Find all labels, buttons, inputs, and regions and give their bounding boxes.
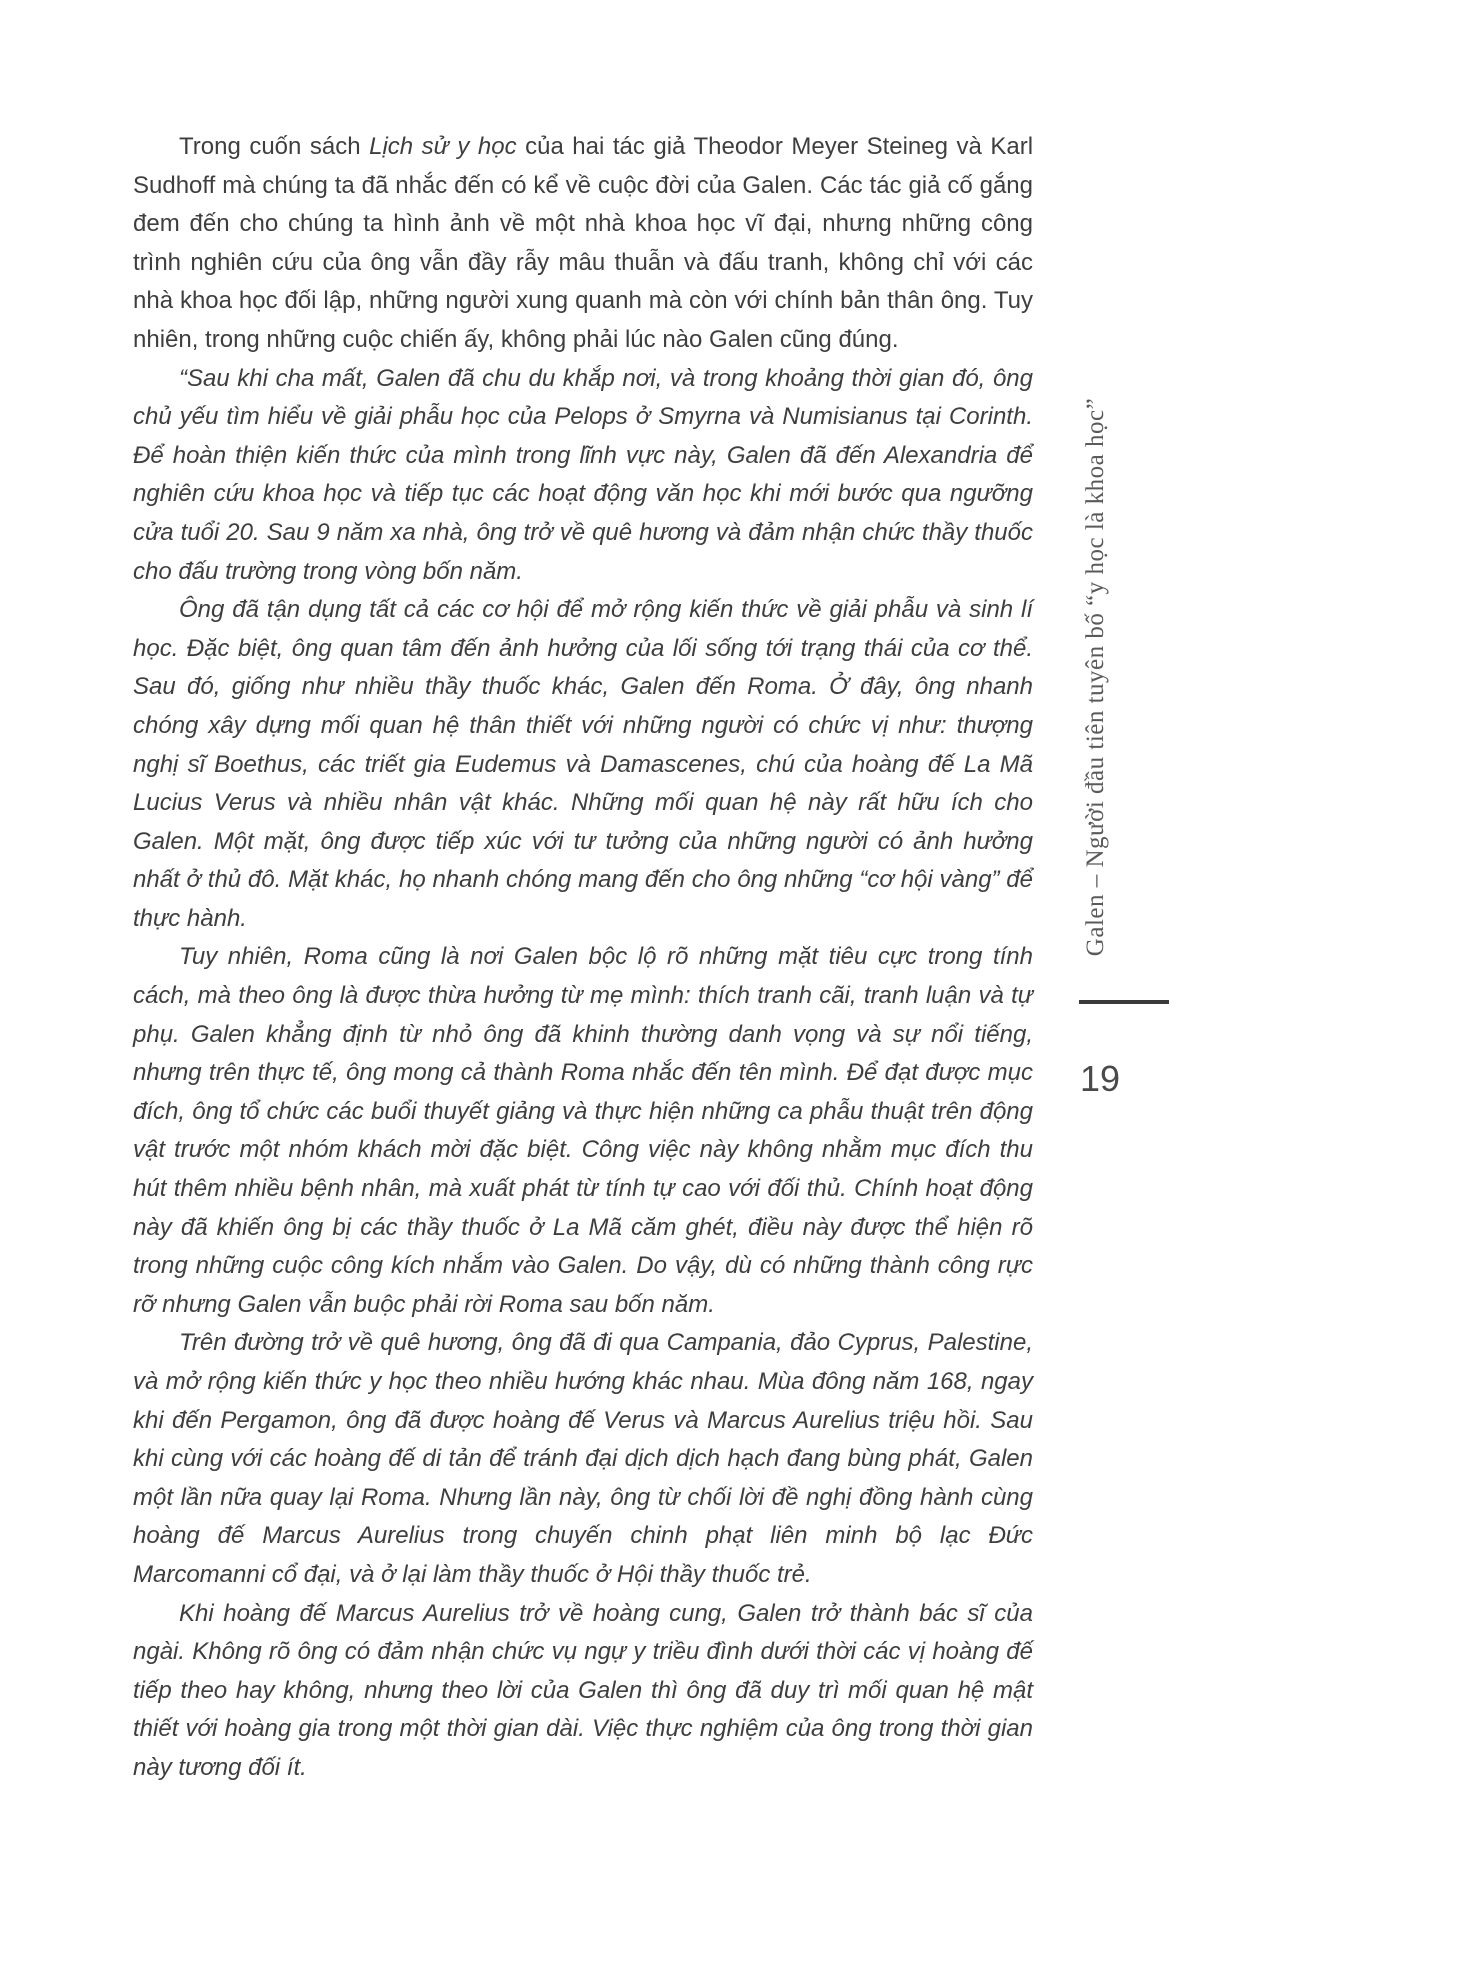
paragraph-intro-after-title: của hai tác giả Theodor Meyer Steineg và Karl Sudhoff mà chúng ta đã nhắc đến có kể về cuộc đời của Galen. Các tác giả cố gắng đem đến cho chúng ta hình ảnh về một nhà khoa học vĩ đại, nhưng những công trình nghiên cứu của ông vẫn đầy rẫy mâu thuẫn và đấu tranh, không chỉ với các nhà khoa học đối lập, những người xung quanh mà còn với chính bản thân ông. Tuy nhiên, trong những cuộc chiến ấy, không phải lúc nào Galen cũng đúng. [133, 133, 1034, 353]
paragraph-quote-3: Tuy nhiên, Roma cũng là nơi Galen bộc lộ rõ những mặt tiêu cực trong tính cách, mà theo ông là được thừa hưởng từ mẹ mình: thích tranh cãi, tranh luận và tự phụ. Galen khẳng định từ nhỏ ông đã khinh thường danh vọng và sự nổi tiếng, nhưng trên thực tế, ông mong cả thành Roma nhắc đến tên mình. Để đạt được mục đích, ông tổ chức các buổi thuyết giảng và thực hiện những ca phẫu thuật trên động vật trước một nhóm khách mời đặc biệt. Công việc này không nhằm mục đích thu hút thêm nhiều bệnh nhân, mà xuất phát từ tính tự cao với đối thủ. Chính hoạt động này đã khiến ông bị các thầy thuốc ở La Mã căm ghét, điều này được thể hiện rõ trong những cuộc công kích nhắm vào Galen. Do vậy, dù có những thành công rực rỡ nhưng Galen vẫn buộc phải rời Roma sau bốn năm. [133, 943, 1033, 1318]
margin-chapter-caption: Galen – Người đầu tiên tuyên bố “y học là khoa học” [1082, 397, 1109, 957]
paragraph-quote-4: Trên đường trở về quê hương, ông đã đi qua Campania, đảo Cyprus, Palestine, và mở rộng kiến thức y học theo nhiều hướng khác nhau. Mùa đông năm 168, ngay khi đến Pergamon, ông đã được hoàng đế Verus và Marcus Aurelius triệu hồi. Sau khi cùng với các hoàng đế di tản để tránh đại dịch dịch hạch đang bùng phát, Galen một lần nữa quay lại Roma. Nhưng lần này, ông từ chối lời đề nghị đồng hành cùng hoàng đế Marcus Aurelius trong chuyến chinh phạt liên minh bộ lạc Đức Marcomanni cổ đại, và ở lại làm thầy thuốc ở Hội thầy thuốc trẻ. [133, 1329, 1033, 1588]
body-text [133, 128, 1033, 1788]
book-title: Lịch sử y học [369, 133, 517, 160]
paragraph-quote-1: “Sau khi cha mất, Galen đã chu du khắp nơi, và trong khoảng thời gian đó, ông chủ yếu tìm hiểu về giải phẫu học của Pelops ở Smyrna và Numisianus tại Corinth. Để hoàn thiện kiến thức của mình trong lĩnh vực này, Galen đã đến Alexandria để nghiên cứu khoa học và tiếp tục các hoạt động văn học khi mới bước qua ngưỡng cửa tuổi 20. Sau 9 năm xa nhà, ông trở về quê hương và đảm nhận chức thầy thuốc cho đấu trường trong vòng bốn năm. [133, 364, 1033, 585]
paragraph-intro-before-title: Trong cuốn sách [179, 133, 370, 160]
paragraph-quote-5: Khi hoàng đế Marcus Aurelius trở về hoàng cung, Galen trở thành bác sĩ của ngài. Không rõ ông có đảm nhận chức vụ ngự y triều đình dưới thời các vị hoàng đế tiếp theo hay không, nhưng theo lời của Galen thì ông đã duy trì mối quan hệ mật thiết với hoàng gia trong một thời gian dài. Việc thực nghiệm của ông trong thời gian này tương đối ít. [133, 1599, 1033, 1781]
page-number: 19 [1080, 1058, 1121, 1099]
paragraph-quote-2: Ông đã tận dụng tất cả các cơ hội để mở rộng kiến thức về giải phẫu và sinh lí học. Đặc biệt, ông quan tâm đến ảnh hưởng của lối sống tới trạng thái của cơ thể. Sau đó, giống như nhiều thầy thuốc khác, Galen đến Roma. Ở đây, ông nhanh chóng xây dựng mối quan hệ thân thiết với những người có chức vị như: thượng nghị sĩ Boethus, các triết gia Eudemus và Damascenes, chú của hoàng đế La Mã Lucius Verus và nhiều nhân vật khác. Những mối quan hệ này rất hữu ích cho Galen. Một mặt, ông được tiếp xúc với tư tưởng của những người có ảnh hưởng nhất ở thủ đô. Mặt khác, họ nhanh chóng mang đến cho ông những “cơ hội vàng” để thực hành. [133, 596, 1033, 932]
margin-rule [1079, 1000, 1169, 1004]
paragraph-intro [133, 128, 1033, 360]
